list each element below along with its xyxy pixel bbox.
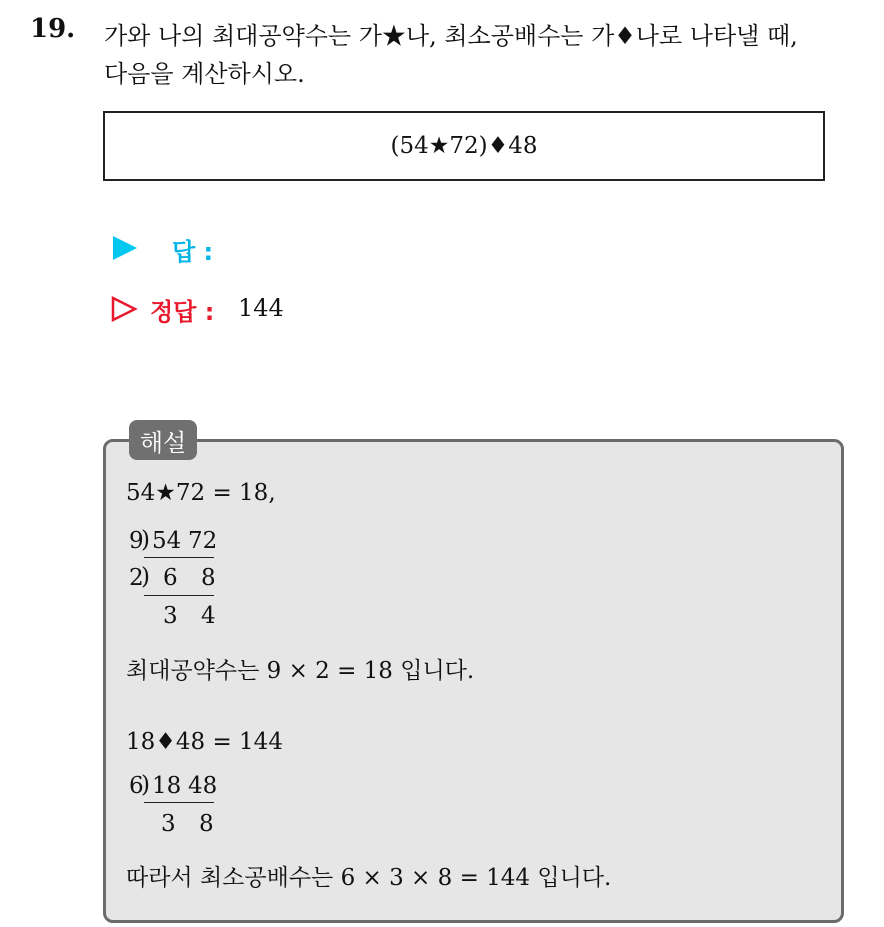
division-line xyxy=(144,802,214,803)
result: 8 xyxy=(199,811,214,837)
divisor: 2 xyxy=(129,565,144,591)
correct-answer-value: 144 xyxy=(238,294,284,322)
gcd-conclusion: 최대공약수는 9 × 2 = 18 입니다. xyxy=(126,658,475,684)
bracket: ) xyxy=(141,564,150,590)
dividend: 54 xyxy=(152,528,182,554)
result: 4 xyxy=(201,603,216,629)
quotient: 6 xyxy=(163,565,178,591)
bracket: ) xyxy=(141,527,150,553)
question-text-line1: 가와 나의 최대공약수는 가★나, 최소공배수는 가♦나로 나타낼 때, xyxy=(104,22,798,50)
question-number: 19. xyxy=(30,14,76,44)
expression: (54★72)♦48 xyxy=(390,133,538,159)
answer-label: 답 : xyxy=(172,238,214,266)
divisor: 6 xyxy=(129,773,144,799)
correct-answer-label: 정답 : xyxy=(150,298,215,326)
solution-tab: 해설 xyxy=(129,420,197,460)
division-line xyxy=(144,557,214,558)
bracket: ) xyxy=(141,772,150,798)
play-outline-icon xyxy=(110,295,138,323)
question-text-line2: 다음을 계산하시오. xyxy=(104,60,305,88)
lcm-conclusion: 따라서 최소공배수는 6 × 3 × 8 = 144 입니다. xyxy=(126,865,612,891)
expression-box xyxy=(103,111,825,181)
dividend: 48 xyxy=(188,773,218,799)
solution-step1-equation: 54★72 = 18, xyxy=(126,480,276,506)
dividend: 18 xyxy=(152,773,182,799)
quotient: 8 xyxy=(201,565,216,591)
divisor: 9 xyxy=(129,528,144,554)
play-filled-icon xyxy=(112,235,138,261)
dividend: 72 xyxy=(188,528,218,554)
solution-step2-equation: 18♦48 = 144 xyxy=(126,729,283,755)
result: 3 xyxy=(163,603,178,629)
division-line xyxy=(144,595,214,596)
result: 3 xyxy=(161,811,176,837)
